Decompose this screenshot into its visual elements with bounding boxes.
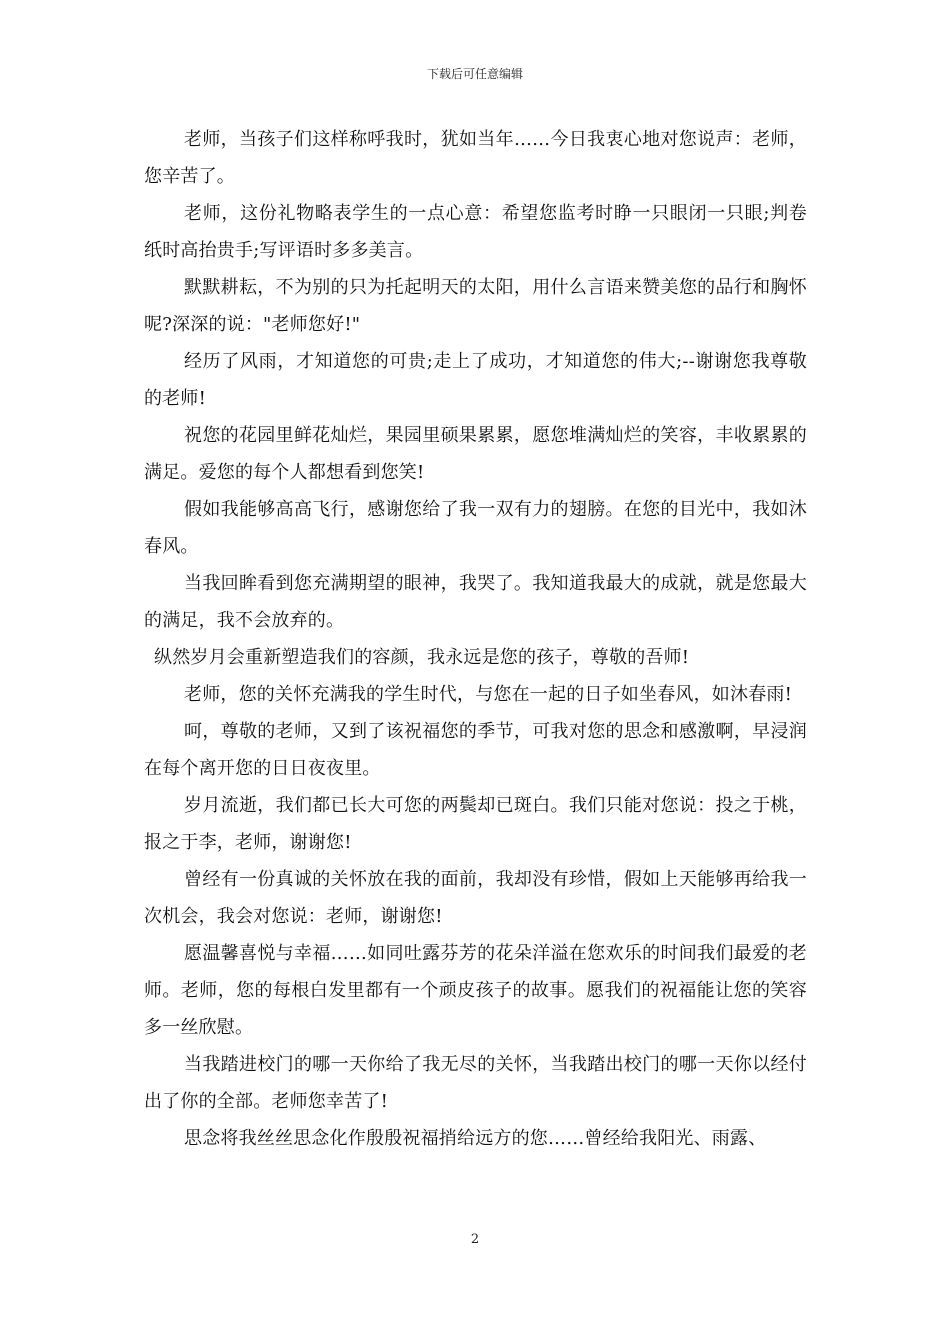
paragraph: 老师，这份礼物略表学生的一点心意：希望您监考时睁一只眼闭一只眼;判卷纸时高抬贵手;写评语时多多美言。 [144,203,807,261]
page-number: 2 [470,1232,480,1247]
page-header [0,66,950,82]
paragraph: 曾经有一份真诚的关怀放在我的面前，我却没有珍惜，假如上天能够再给我一次机会，我会对您说：老师，谢谢您! [144,869,807,927]
paragraph: 岁月流逝，我们都已长大可您的两鬓却已斑白。我们只能对您说：投之于桃，报之于李，老师，谢谢您! [144,795,807,853]
paragraph: 当我踏进校门的哪一天你给了我无尽的关怀，当我踏出校门的哪一天你以经付出了你的全部。老师您幸苦了! [144,1054,807,1112]
document-body [144,121,807,1157]
paragraph: 假如我能够高高飞行，感谢您给了我一双有力的翅膀。在您的目光中，我如沐春风。 [144,499,807,557]
paragraph: 经历了风雨，才知道您的可贵;走上了成功，才知道您的伟大;--谢谢您我尊敬的老师! [144,351,807,409]
paragraph: 祝您的花园里鲜花灿烂，果园里硕果累累，愿您堆满灿烂的笑容，丰收累累的满足。爱您的每个人都想看到您笑! [144,425,807,483]
paragraph: 当我回眸看到您充满期望的眼神，我哭了。我知道我最大的成就，就是您最大的满足，我不会放弃的。 [144,573,807,631]
paragraph: 老师，当孩子们这样称呼我时，犹如当年……今日我衷心地对您说声：老师，您辛苦了。 [144,129,807,187]
paragraph: 老师，您的关怀充满我的学生时代，与您在一起的日子如坐春风，如沐春雨! [184,684,793,705]
paragraph: 默默耕耘，不为别的只为托起明天的太阳，用什么言语来赞美您的品行和胸怀呢?深深的说："老师您好!" [144,277,807,335]
header-text: 下载后可任意编辑 [426,67,523,81]
paragraph: 思念将我丝丝思念化作殷殷祝福捎给远方的您……曾经给我阳光、雨露、 [184,1128,767,1149]
page-footer [0,1232,950,1248]
paragraph: 呵，尊敬的老师，又到了该祝福您的季节，可我对您的思念和感激啊，早浸润在每个离开您的日日夜夜里。 [144,721,807,779]
paragraph: 愿温馨喜悦与幸福……如同吐露芬芳的花朵洋溢在您欢乐的时间我们最爱的老师。老师，您的每根白发里都有一个顽皮孩子的故事。愿我们的祝福能让您的笑容多一丝欣慰。 [144,943,807,1038]
paragraph: 纵然岁月会重新塑造我们的容颜，我永远是您的孩子，尊敬的吾师! [154,647,690,668]
